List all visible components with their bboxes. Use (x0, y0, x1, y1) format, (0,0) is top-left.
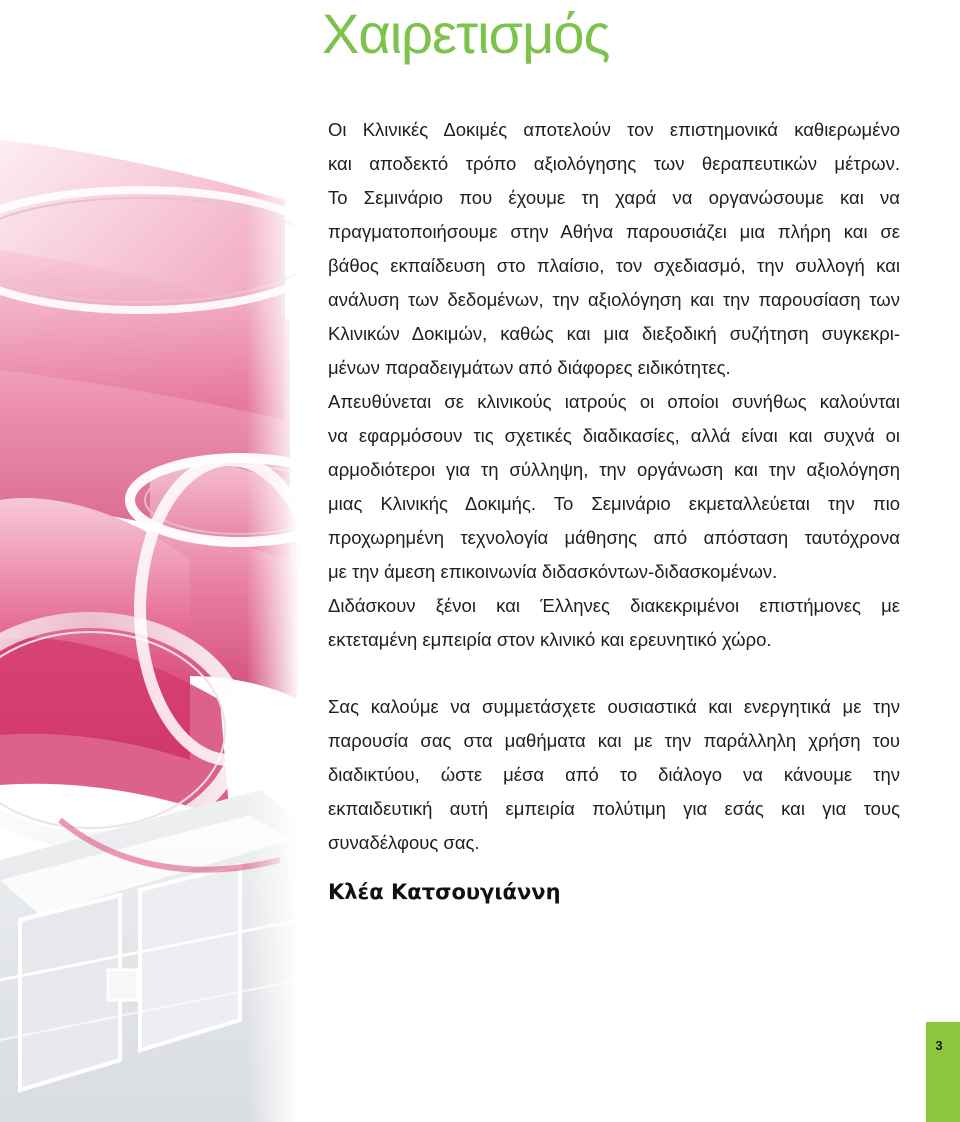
text-line: Οι Κλινικές Δοκιμές αποτελούν τον επιστημονικά καθιερωμένο (328, 119, 900, 140)
page-title: Χαιρετισμός (322, 2, 610, 65)
text-line: Το Σεμινάριο που έχουμε τη χαρά να οργανώσουμε και να (328, 187, 900, 208)
text-line: πραγματοποιήσουμε στην Αθήνα παρουσιάζει μια πλήρη και σε (328, 221, 900, 242)
text-line: Απευθύνεται σε κλινικούς ιατρούς οι οποίοι συνήθως καλούνται (328, 391, 900, 412)
text-line: Διδάσκουν ξένοι και Έλληνες διακεκριμένοι επιστήμονες με (328, 595, 900, 616)
text-line: εκτεταμένη εμπειρία στον κλινικό και ερευνητικό χώρο. (328, 629, 772, 650)
text-line: συναδέλφους σας. (328, 832, 480, 853)
text-line: μένων παραδειγμάτων από διάφορες ειδικότητες. (328, 357, 731, 378)
page-number-tab (926, 1022, 960, 1122)
text-line: παρουσία σας στα μαθήματα και με την παράλληλη χρήση του (328, 730, 900, 751)
paragraph-intro (328, 113, 900, 657)
text-line: και αποδεκτό τρόπο αξιολόγησης των θεραπευτικών μέτρων. (328, 153, 900, 174)
text-line: να εφαρμόσουν τις σχετικές διαδικασίες, αλλά είναι και συχνά οι (328, 425, 900, 446)
paragraph-invitation (328, 690, 900, 860)
text-line: διαδικτύου, ώστε μέσα από το διάλογο να κάνουμε την (328, 764, 900, 785)
text-line: ανάλυση των δεδομένων, την αξιολόγηση και την παρουσίαση των (328, 289, 900, 310)
paragraph-spacer (328, 657, 900, 690)
text-line: με την άμεση επικοινωνία διδασκόντων-διδασκομένων. (328, 561, 778, 582)
text-line: Σας καλούμε να συμμετάσχετε ουσιαστικά και ενεργητικά με την (328, 696, 900, 717)
text-line: μιας Κλινικής Δοκιμής. Το Σεμινάριο εκμεταλλεύεται την πιο (328, 493, 900, 514)
text-line: βάθος εκπαίδευση στο πλαίσιο, τον σχεδιασμό, την συλλογή και (328, 255, 900, 276)
text-line: Κλινικών Δοκιμών, καθώς και μια διεξοδική συζήτηση συγκεκρι- (328, 323, 900, 344)
petri-dish-photo (0, 0, 300, 1122)
text-line: προχωρημένη τεχνολογία μάθησης από απόσταση ταυτόχρονα (328, 527, 900, 548)
signature: Κλέα Κατσουγιάννη (328, 880, 561, 904)
text-line: εκπαιδευτική αυτή εμπειρία πολύτιμη για εσάς και για τους (328, 798, 900, 819)
welcome-body (328, 113, 900, 860)
text-line: αρμοδιότεροι για τη σύλληψη, την οργάνωση και την αξιολόγηση (328, 459, 900, 480)
page-number: 3 (935, 1038, 943, 1053)
